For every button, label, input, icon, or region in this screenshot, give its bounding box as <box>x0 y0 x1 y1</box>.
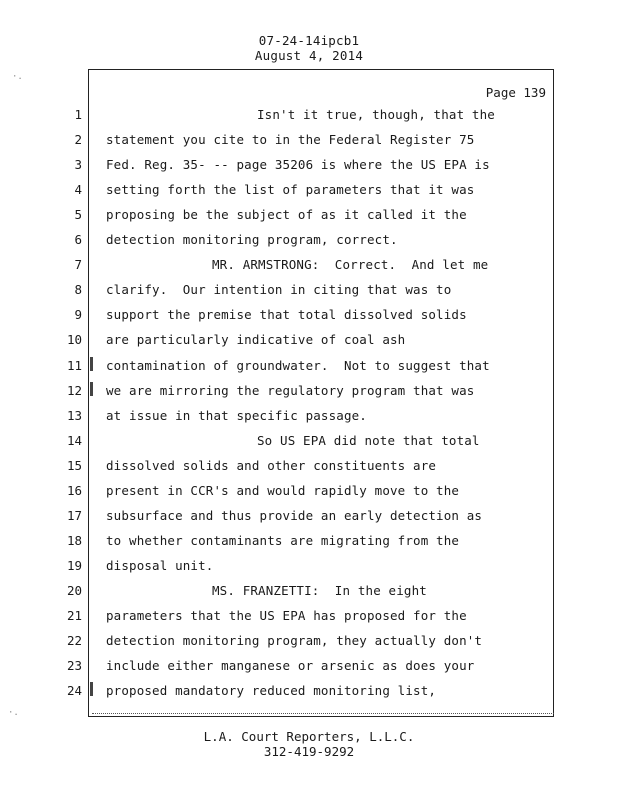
scan-artifact: ·. <box>12 72 23 82</box>
footer-phone: 312-419-9292 <box>263 744 355 759</box>
line-number: 9 <box>74 307 82 322</box>
footer-company: L.A. Court Reporters, L.L.C. <box>203 729 415 744</box>
line-number: 10 <box>66 332 82 347</box>
transcript-line-text: subsurface and thus provide an early detection as <box>106 508 483 523</box>
line-number: 4 <box>74 182 82 197</box>
transcript-line-text: are particularly indicative of coal ash <box>106 332 406 347</box>
line-number: 1 <box>74 107 82 122</box>
transcript-line-text: present in CCR's and would rapidly move to the <box>106 483 460 498</box>
transcript-line-text: So US EPA did note that total <box>257 433 480 448</box>
line-number: 20 <box>66 583 82 598</box>
transcript-line-text: MS. FRANZETTI: In the eight <box>212 583 427 598</box>
line-number: 17 <box>66 508 82 523</box>
line-number: 13 <box>66 408 82 423</box>
line-number: 18 <box>66 533 82 548</box>
transcript-line-text: detection monitoring program, correct. <box>106 232 398 247</box>
transcript-line-text: dissolved solids and other constituents are <box>106 458 437 473</box>
transcript-line-text: we are mirroring the regulatory program that was <box>106 383 475 398</box>
line-number: 15 <box>66 458 82 473</box>
transcript-line-text: statement you cite to in the Federal Register 75 <box>106 132 475 147</box>
transcript-line-text: proposed mandatory reduced monitoring list, <box>106 683 437 698</box>
line-number: 5 <box>74 207 82 222</box>
line-number: 22 <box>66 633 82 648</box>
line-number: 3 <box>74 157 82 172</box>
transcript-line-text: MR. ARMSTRONG: Correct. And let me <box>212 257 489 272</box>
margin-mark <box>90 682 93 696</box>
page-number-label: Page 139 <box>485 85 546 100</box>
line-number: 16 <box>66 483 82 498</box>
transcript-line-text: include either manganese or arsenic as does your <box>106 658 475 673</box>
transcript-line-text: proposing be the subject of as it called it the <box>106 207 467 222</box>
line-number: 14 <box>66 433 82 448</box>
transcript-line-text: disposal unit. <box>106 558 214 573</box>
transcript-line-text: to whether contaminants are migrating from the <box>106 533 460 548</box>
line-number: 24 <box>66 683 82 698</box>
line-number: 2 <box>74 132 82 147</box>
transcript-line-text: Isn't it true, though, that the <box>257 107 495 122</box>
margin-mark <box>90 357 93 371</box>
transcript-date: August 4, 2014 <box>254 48 364 63</box>
transcript-line-text: parameters that the US EPA has proposed for the <box>106 608 467 623</box>
line-number: 11 <box>66 358 82 373</box>
transcript-line-text: detection monitoring program, they actually don't <box>106 633 483 648</box>
transcript-line-text: Fed. Reg. 35- -- page 35206 is where the US EPA is <box>106 157 490 172</box>
transcript-case-id: 07-24-14ipcb1 <box>258 33 360 48</box>
line-number: 21 <box>66 608 82 623</box>
margin-mark <box>90 382 93 396</box>
line-number: 6 <box>74 232 82 247</box>
line-number: 19 <box>66 558 82 573</box>
transcript-line-text: clarify. Our intention in citing that was to <box>106 282 452 297</box>
transcript-line-text: at issue in that specific passage. <box>106 408 367 423</box>
transcript-line-text: setting forth the list of parameters that it was <box>106 182 475 197</box>
line-number: 12 <box>66 383 82 398</box>
transcript-line-text: support the premise that total dissolved solids <box>106 307 467 322</box>
transcript-line-text: contamination of groundwater. Not to suggest that <box>106 358 490 373</box>
line-number: 8 <box>74 282 82 297</box>
frame-bottom-rule <box>92 713 554 714</box>
line-number: 7 <box>74 257 82 272</box>
scan-artifact: ·. <box>8 708 19 718</box>
line-number: 23 <box>66 658 82 673</box>
